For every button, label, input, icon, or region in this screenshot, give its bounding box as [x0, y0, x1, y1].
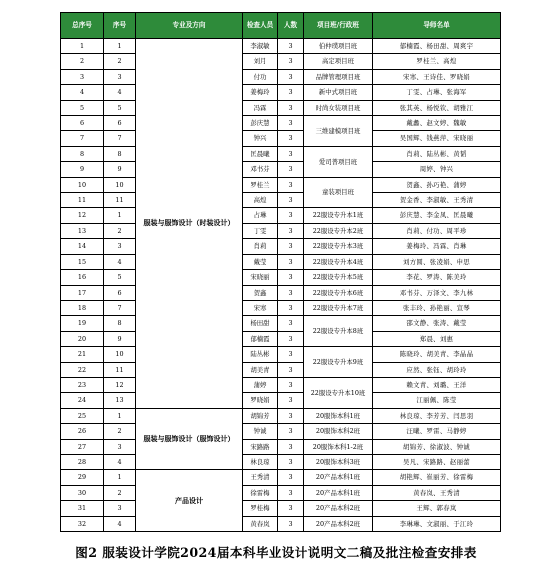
cell-count: 3: [278, 285, 304, 300]
cell-project: 22服设专升本1班: [304, 208, 373, 223]
cell-count: 3: [278, 454, 304, 469]
cell-seq-no: 2: [104, 54, 136, 69]
table-row: [61, 193, 501, 208]
cell-count: 3: [278, 270, 304, 285]
cell-teachers: 陈晓玲、胡美青、李晶晶: [373, 347, 501, 362]
cell-count: 3: [278, 239, 304, 254]
cell-project: 20产品本科2班: [304, 516, 373, 531]
header-total-no: 总序号: [61, 13, 104, 39]
cell-seq-no: 1: [104, 208, 136, 223]
cell-seq-no: 3: [104, 439, 136, 454]
cell-teachers: 周婷、钟兴: [373, 162, 501, 177]
table-row: [61, 470, 501, 485]
cell-inspector: 宋晓丽: [243, 270, 278, 285]
cell-seq-no: 2: [104, 485, 136, 500]
table-header-row: [61, 13, 501, 39]
cell-seq-no: 2: [104, 223, 136, 238]
cell-project: 20服饰本科3班: [304, 454, 373, 469]
table-row: [61, 516, 501, 531]
cell-seq-no: 7: [104, 300, 136, 315]
cell-count: 3: [278, 331, 304, 346]
cell-inspector: 姜梅玲: [243, 85, 278, 100]
cell-teachers: 江丽佩、陈莹: [373, 393, 501, 408]
cell-count: 3: [278, 316, 304, 331]
cell-inspector: 蒲婷: [243, 377, 278, 392]
cell-seq-no: 10: [104, 177, 136, 192]
cell-count: 3: [278, 208, 304, 223]
cell-project: 20产品本科1班: [304, 485, 373, 500]
cell-inspector: 徐雷梅: [243, 485, 278, 500]
cell-total-no: 7: [61, 131, 104, 146]
cell-teachers: 彭庆慧、李金凤、匡晨曦: [373, 208, 501, 223]
cell-seq-no: 4: [104, 254, 136, 269]
cell-seq-no: 9: [104, 162, 136, 177]
cell-count: 3: [278, 300, 304, 315]
cell-teachers: 吴国辉、钱燕萍、宋晓丽: [373, 131, 501, 146]
cell-total-no: 1: [61, 39, 104, 54]
cell-project: 伯仲璞项目班: [304, 39, 373, 54]
cell-teachers: 王辉、郭春岚: [373, 501, 501, 516]
header-project: 项目班/行政班: [304, 13, 373, 39]
table-row: [61, 501, 501, 516]
cell-inspector: 罗桂兰: [243, 177, 278, 192]
schedule-table-container: [60, 12, 500, 532]
cell-seq-no: 5: [104, 100, 136, 115]
cell-inspector: 丁雯: [243, 223, 278, 238]
cell-total-no: 13: [61, 223, 104, 238]
cell-inspector: 冯霖: [243, 100, 278, 115]
cell-count: 3: [278, 223, 304, 238]
cell-inspector: 杨田甜: [243, 316, 278, 331]
cell-project: 童装项目班: [304, 177, 373, 208]
cell-teachers: 李花、罗涛、陈美玲: [373, 270, 501, 285]
cell-major: 服装与服饰设计（时装设计）: [136, 39, 243, 409]
cell-teachers: 宋寒、王诗佳、罗晓娟: [373, 69, 501, 84]
cell-count: 3: [278, 162, 304, 177]
cell-project: 20服饰本科2班: [304, 424, 373, 439]
table-row: [61, 131, 501, 146]
header-major: 专业及方向: [136, 13, 243, 39]
table-row: [61, 408, 501, 423]
cell-teachers: 邵文静、张涛、戴莹: [373, 316, 501, 331]
cell-inspector: 高煌: [243, 193, 278, 208]
cell-total-no: 17: [61, 285, 104, 300]
cell-inspector: 邓书芬: [243, 162, 278, 177]
cell-total-no: 8: [61, 146, 104, 161]
table-row: [61, 331, 501, 346]
cell-inspector: 胡美青: [243, 362, 278, 377]
table-row: [61, 347, 501, 362]
cell-teachers: 林良琼、李芳芳、闫思羽: [373, 408, 501, 423]
table-row: [61, 362, 501, 377]
cell-project: 爱司普项目班: [304, 146, 373, 177]
table-row: [61, 100, 501, 115]
cell-teachers: 刘方圆、张凌娟、申思: [373, 254, 501, 269]
cell-inspector: 付功: [243, 69, 278, 84]
cell-project: 22服设专升本5班: [304, 270, 373, 285]
cell-count: 3: [278, 39, 304, 54]
table-body: [61, 39, 501, 532]
table-row: [61, 146, 501, 161]
cell-total-no: 18: [61, 300, 104, 315]
table-row: [61, 393, 501, 408]
cell-count: 3: [278, 485, 304, 500]
cell-inspector: 王秀清: [243, 470, 278, 485]
cell-project: 品牌管理项目班: [304, 69, 373, 84]
cell-count: 3: [278, 470, 304, 485]
schedule-table: [60, 12, 501, 532]
table-row: [61, 54, 501, 69]
cell-seq-no: 4: [104, 454, 136, 469]
cell-teachers: 肖莉、陆丛彬、黄韬: [373, 146, 501, 161]
table-row: [61, 223, 501, 238]
cell-inspector: 黄春岚: [243, 516, 278, 531]
table-row: [61, 162, 501, 177]
cell-seq-no: 3: [104, 69, 136, 84]
cell-total-no: 28: [61, 454, 104, 469]
cell-teachers: 胡锦芳、徐淑波、钟诚: [373, 439, 501, 454]
cell-inspector: 占琳: [243, 208, 278, 223]
cell-total-no: 32: [61, 516, 104, 531]
cell-teachers: 肖莉、付功、周平珍: [373, 223, 501, 238]
cell-total-no: 10: [61, 177, 104, 192]
cell-inspector: 宋寒: [243, 300, 278, 315]
cell-seq-no: 11: [104, 193, 136, 208]
cell-inspector: 钟兴: [243, 131, 278, 146]
cell-total-no: 12: [61, 208, 104, 223]
cell-total-no: 20: [61, 331, 104, 346]
cell-inspector: 钟诚: [243, 424, 278, 439]
cell-count: 3: [278, 347, 304, 362]
cell-total-no: 11: [61, 193, 104, 208]
table-row: [61, 177, 501, 192]
table-row: [61, 454, 501, 469]
table-row: [61, 300, 501, 315]
cell-project: 22服设专升本2班: [304, 223, 373, 238]
cell-major: 产品设计: [136, 470, 243, 532]
cell-project: 20服饰本科1班: [304, 408, 373, 423]
cell-teachers: 赖文青、刘璐、王洋: [373, 377, 501, 392]
cell-count: 3: [278, 424, 304, 439]
cell-count: 3: [278, 54, 304, 69]
cell-teachers: 汪曦、罗雷、马静婷: [373, 424, 501, 439]
cell-inspector: 郁楠霞: [243, 331, 278, 346]
cell-inspector: 林良琼: [243, 454, 278, 469]
cell-seq-no: 7: [104, 131, 136, 146]
cell-seq-no: 3: [104, 501, 136, 516]
cell-count: 3: [278, 362, 304, 377]
cell-seq-no: 1: [104, 408, 136, 423]
cell-seq-no: 8: [104, 146, 136, 161]
cell-teachers: 郁楠霞、杨田甜、周爽宇: [373, 39, 501, 54]
cell-teachers: 应然、张钰、胡玲玲: [373, 362, 501, 377]
cell-count: 3: [278, 116, 304, 131]
cell-inspector: 戴莹: [243, 254, 278, 269]
cell-project: 22服设专升本10班: [304, 377, 373, 408]
cell-seq-no: 4: [104, 85, 136, 100]
cell-total-no: 5: [61, 100, 104, 115]
cell-count: 3: [278, 501, 304, 516]
cell-total-no: 9: [61, 162, 104, 177]
cell-project: 高定项目班: [304, 54, 373, 69]
table-row: [61, 254, 501, 269]
cell-count: 3: [278, 69, 304, 84]
cell-total-no: 4: [61, 85, 104, 100]
cell-project: 22服设专升本3班: [304, 239, 373, 254]
cell-total-no: 26: [61, 424, 104, 439]
cell-seq-no: 2: [104, 424, 136, 439]
table-row: [61, 69, 501, 84]
cell-project: 新中式项目班: [304, 85, 373, 100]
table-row: [61, 270, 501, 285]
header-seq-no: 序号: [104, 13, 136, 39]
cell-inspector: 胡锦芳: [243, 408, 278, 423]
table-row: [61, 285, 501, 300]
cell-total-no: 24: [61, 393, 104, 408]
cell-teachers: 丁雯、占琳、张海军: [373, 85, 501, 100]
cell-teachers: 黄春岚、王秀清: [373, 485, 501, 500]
cell-teachers: 吴凡、宋路路、赵丽蕾: [373, 454, 501, 469]
cell-seq-no: 6: [104, 116, 136, 131]
cell-total-no: 31: [61, 501, 104, 516]
cell-total-no: 27: [61, 439, 104, 454]
cell-count: 3: [278, 254, 304, 269]
cell-seq-no: 11: [104, 362, 136, 377]
cell-seq-no: 8: [104, 316, 136, 331]
cell-inspector: 陆丛彬: [243, 347, 278, 362]
cell-teachers: 李琳琳、文淑丽、于江玲: [373, 516, 501, 531]
cell-project: 22服设专升本9班: [304, 347, 373, 378]
cell-teachers: 贺鑫、孙巧艳、蒲婷: [373, 177, 501, 192]
cell-seq-no: 1: [104, 39, 136, 54]
cell-total-no: 23: [61, 377, 104, 392]
cell-teachers: 罗桂兰、高煌: [373, 54, 501, 69]
cell-total-no: 3: [61, 69, 104, 84]
cell-project: 时尚女装项目班: [304, 100, 373, 115]
cell-seq-no: 10: [104, 347, 136, 362]
cell-count: 3: [278, 439, 304, 454]
table-row: [61, 316, 501, 331]
cell-teachers: 贺金香、李淑敏、王秀清: [373, 193, 501, 208]
table-row: [61, 39, 501, 54]
cell-seq-no: 12: [104, 377, 136, 392]
cell-seq-no: 9: [104, 331, 136, 346]
table-row: [61, 439, 501, 454]
cell-count: 3: [278, 377, 304, 392]
cell-total-no: 22: [61, 362, 104, 377]
cell-teachers: 张其英、杨悦钦、胡雅江: [373, 100, 501, 115]
cell-project: 三维建模项目班: [304, 116, 373, 147]
cell-total-no: 29: [61, 470, 104, 485]
cell-total-no: 14: [61, 239, 104, 254]
cell-project: 20产品本科1班: [304, 470, 373, 485]
table-row: [61, 208, 501, 223]
cell-teachers: 胡艳辉、崔丽芳、徐雷梅: [373, 470, 501, 485]
cell-project: 22服设专升本4班: [304, 254, 373, 269]
cell-teachers: 邓书芬、万泽文、李九林: [373, 285, 501, 300]
cell-inspector: 罗桂梅: [243, 501, 278, 516]
cell-seq-no: 13: [104, 393, 136, 408]
header-count: 人数: [278, 13, 304, 39]
header-inspector: 检查人员: [243, 13, 278, 39]
cell-project: 20服饰本科1-2班: [304, 439, 373, 454]
cell-inspector: 刘月: [243, 54, 278, 69]
cell-seq-no: 3: [104, 239, 136, 254]
cell-inspector: 彭庆慧: [243, 116, 278, 131]
cell-inspector: 李淑敏: [243, 39, 278, 54]
cell-total-no: 25: [61, 408, 104, 423]
cell-count: 3: [278, 100, 304, 115]
cell-seq-no: 5: [104, 270, 136, 285]
table-row: [61, 239, 501, 254]
figure-caption: 图2 服装设计学院2024届本科毕业设计说明文二稿及批注检查安排表: [75, 545, 477, 560]
cell-total-no: 21: [61, 347, 104, 362]
cell-teachers: 郑晨、刘惠: [373, 331, 501, 346]
table-row: [61, 377, 501, 392]
header-teachers: 导师名单: [373, 13, 501, 39]
cell-project: 22服设专升本8班: [304, 316, 373, 347]
table-row: [61, 424, 501, 439]
cell-count: 3: [278, 85, 304, 100]
cell-count: 3: [278, 131, 304, 146]
cell-total-no: 15: [61, 254, 104, 269]
cell-count: 3: [278, 516, 304, 531]
cell-count: 3: [278, 393, 304, 408]
cell-project: 22服设专升本7班: [304, 300, 373, 315]
cell-major: 服装与服饰设计（服饰设计）: [136, 408, 243, 470]
cell-teachers: 姜梅玲、冯霖、肖琳: [373, 239, 501, 254]
cell-teachers: 张丰玲、孙艳丽、宣琴: [373, 300, 501, 315]
table-row: [61, 485, 501, 500]
cell-inspector: 贺鑫: [243, 285, 278, 300]
cell-count: 3: [278, 177, 304, 192]
cell-count: 3: [278, 193, 304, 208]
cell-total-no: 6: [61, 116, 104, 131]
cell-count: 3: [278, 408, 304, 423]
cell-total-no: 2: [61, 54, 104, 69]
cell-inspector: 罗晓娟: [243, 393, 278, 408]
cell-seq-no: 4: [104, 516, 136, 531]
cell-inspector: 宋路路: [243, 439, 278, 454]
cell-total-no: 30: [61, 485, 104, 500]
table-row: [61, 85, 501, 100]
cell-seq-no: 1: [104, 470, 136, 485]
cell-seq-no: 6: [104, 285, 136, 300]
cell-inspector: 匡晨曦: [243, 146, 278, 161]
cell-inspector: 肖莉: [243, 239, 278, 254]
cell-project: 22服设专升本6班: [304, 285, 373, 300]
cell-teachers: 戴蠡、赵文婷、魏敏: [373, 116, 501, 131]
cell-total-no: 19: [61, 316, 104, 331]
cell-total-no: 16: [61, 270, 104, 285]
cell-project: 20产品本科2班: [304, 501, 373, 516]
cell-count: 3: [278, 146, 304, 161]
table-row: [61, 116, 501, 131]
